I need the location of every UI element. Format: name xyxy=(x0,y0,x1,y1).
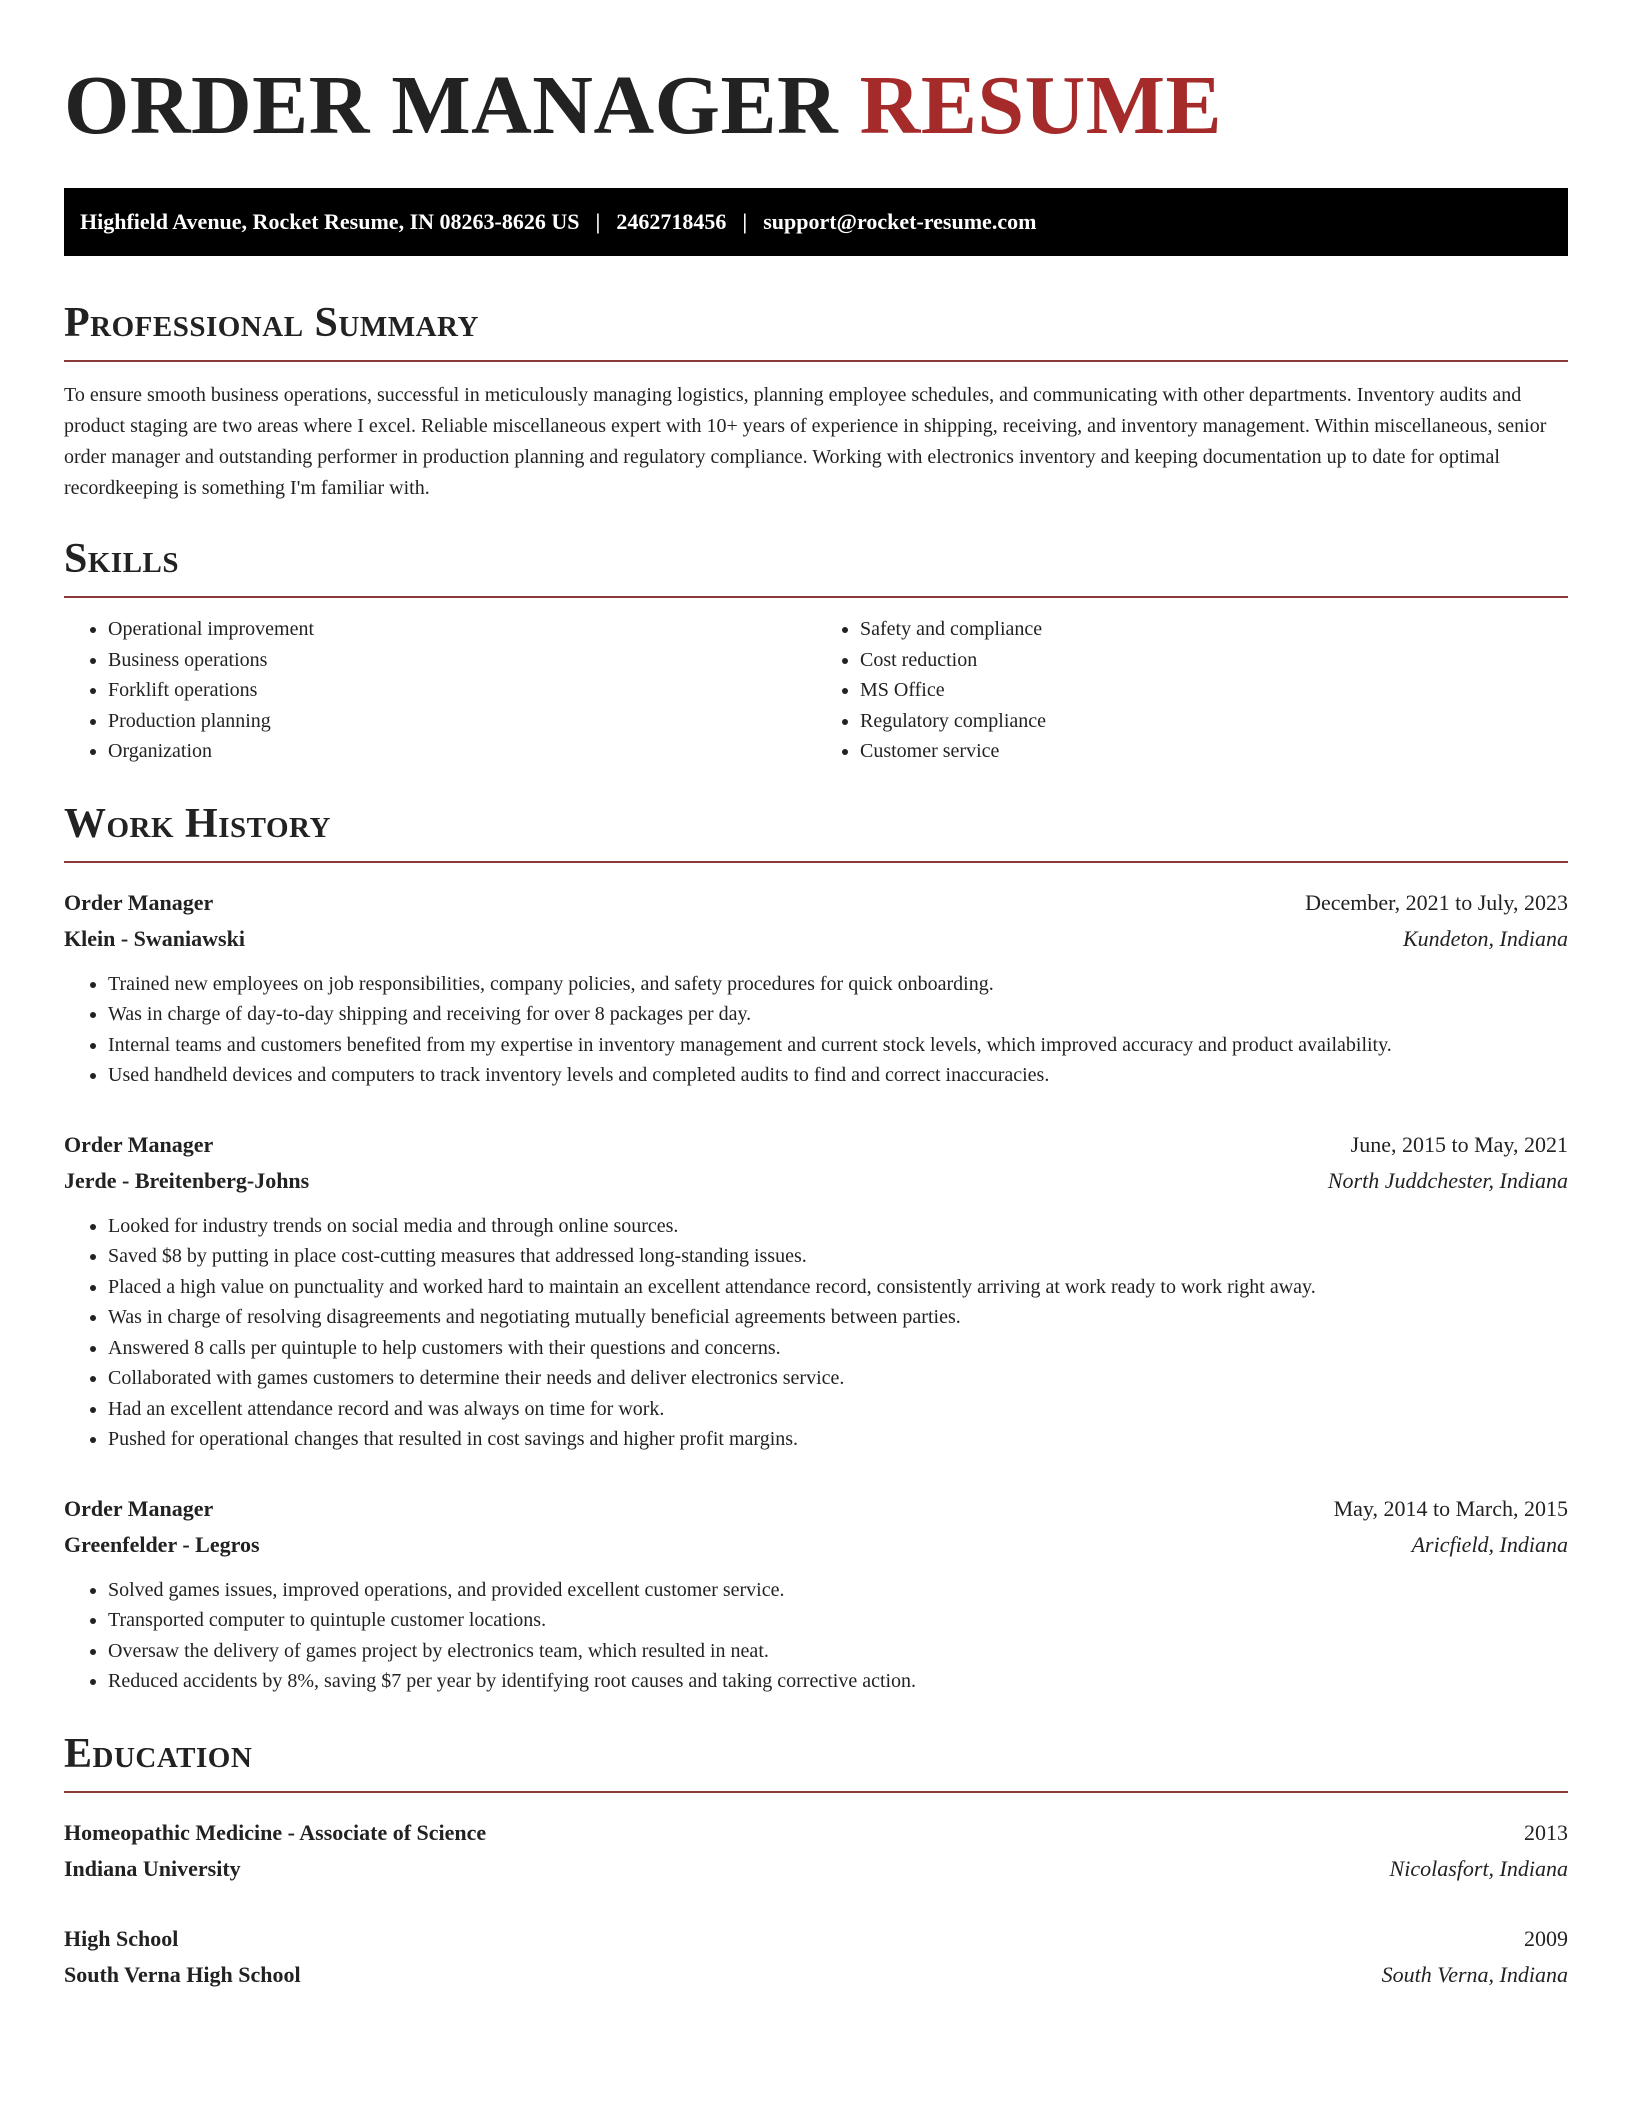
job-entry xyxy=(64,1491,1568,1697)
skill-item: • Forklift operations xyxy=(108,675,816,706)
skill-item: • Production planning xyxy=(108,706,816,737)
job-bullet: • Had an excellent attendance record and was always on time for work. xyxy=(108,1394,1568,1425)
job-dates: June, 2015 to May, 2021 xyxy=(1350,1131,1568,1157)
skills-heading: Skills xyxy=(64,536,180,582)
job-location: Aricfield, Indiana xyxy=(1411,1531,1568,1557)
job-entry xyxy=(64,885,1568,1091)
contact-email: support@rocket-resume.com xyxy=(763,209,1037,234)
job-bullet: • Internal teams and customers benefited from my expertise in inventory management and current stock levels, which improved accuracy and product availability. xyxy=(108,1030,1568,1061)
education-heading: Education xyxy=(64,1730,253,1777)
job-company: Klein - Swaniawski xyxy=(64,925,245,951)
education-year: 2013 xyxy=(1524,1819,1568,1845)
job-bullet: • Was in charge of day-to-day shipping and receiving for over 8 packages per day. xyxy=(108,999,1568,1030)
work-section-header xyxy=(64,801,1568,863)
summary-text: To ensure smooth business operations, successful in meticulously managing logistics, planning employee schedules, and communicating with other departments. Inventory audits and product staging are two areas where I excel. Reliable miscellaneous expert with 10+ years of experience in shipping, receiving, and inventory management. Within miscellaneous, senior order manager and outstanding performer in production planning and regulatory compliance. Working with electronics inventory and keeping documentation up to date for optimal recordkeeping is something I'm familiar with. xyxy=(64,384,1547,499)
contact-separator: | xyxy=(595,209,601,234)
job-dates: May, 2014 to March, 2015 xyxy=(1333,1495,1568,1521)
section-divider xyxy=(64,861,1568,863)
job-company: Jerde - Breitenberg-Johns xyxy=(64,1167,310,1193)
education-section-header xyxy=(64,1731,1568,1793)
section-divider xyxy=(64,596,1568,598)
section-divider xyxy=(64,360,1568,362)
education-entry xyxy=(64,1921,1568,1993)
skill-item: • Cost reduction xyxy=(860,645,1568,676)
job-location: North Juddchester, Indiana xyxy=(1327,1167,1568,1193)
education-degree: High School xyxy=(64,1925,179,1951)
skills-column-left xyxy=(64,614,816,767)
job-bullet: • Was in charge of resolving disagreements and negotiating mutually beneficial agreements between parties. xyxy=(108,1302,1568,1333)
skill-item: • Customer service xyxy=(860,736,1568,767)
contact-bar xyxy=(64,188,1568,256)
job-dates: December, 2021 to July, 2023 xyxy=(1305,889,1568,915)
contact-separator: | xyxy=(742,209,748,234)
skill-item: • MS Office xyxy=(860,675,1568,706)
job-bullet: • Pushed for operational changes that resulted in cost savings and higher profit margins. xyxy=(108,1424,1568,1455)
job-bullet: • Reduced accidents by 8%, saving $7 per year by identifying root causes and taking corrective action. xyxy=(108,1666,1568,1697)
job-bullets xyxy=(64,1211,1568,1455)
skill-item: • Organization xyxy=(108,736,816,767)
education-entry xyxy=(64,1815,1568,1887)
skills-column-right xyxy=(816,614,1568,767)
job-bullet: • Transported computer to quintuple customer locations. xyxy=(108,1605,1568,1636)
skills-list xyxy=(64,614,1568,767)
job-entry xyxy=(64,1127,1568,1455)
job-bullet: • Solved games issues, improved operations, and provided excellent customer service. xyxy=(108,1575,1568,1606)
education-year: 2009 xyxy=(1524,1925,1568,1951)
summary-heading: Professional Summary xyxy=(64,300,479,346)
contact-address: Highfield Avenue, Rocket Resume, IN 08263-8626 US xyxy=(80,209,580,234)
skill-item: • Regulatory compliance xyxy=(860,706,1568,737)
education-location: Nicolasfort, Indiana xyxy=(1389,1855,1568,1881)
job-location: Kundeton, Indiana xyxy=(1403,925,1568,951)
education-school: Indiana University xyxy=(64,1855,241,1881)
section-divider xyxy=(64,1791,1568,1793)
title-main: ORDER MANAGER xyxy=(64,59,839,152)
skill-item: • Business operations xyxy=(108,645,816,676)
work-heading: Work History xyxy=(64,800,331,847)
summary-section-header xyxy=(64,300,1568,362)
job-bullet: • Collaborated with games customers to determine their needs and deliver electronics service. xyxy=(108,1363,1568,1394)
job-bullets xyxy=(64,969,1568,1091)
job-title: Order Manager xyxy=(64,1495,214,1521)
job-bullet: • Oversaw the delivery of games project by electronics team, which resulted in neat. xyxy=(108,1636,1568,1667)
job-bullet: • Trained new employees on job responsibilities, company policies, and safety procedures for quick onboarding. xyxy=(108,969,1568,1000)
skill-item: • Safety and compliance xyxy=(860,614,1568,645)
job-title: Order Manager xyxy=(64,1131,214,1157)
education-location: South Verna, Indiana xyxy=(1381,1961,1568,1987)
job-bullets xyxy=(64,1575,1568,1697)
job-bullet: • Looked for industry trends on social media and through online sources. xyxy=(108,1211,1568,1242)
title-accent: RESUME xyxy=(859,59,1223,152)
skill-item: • Operational improvement xyxy=(108,614,816,645)
education-degree: Homeopathic Medicine - Associate of Science xyxy=(64,1819,487,1845)
job-company: Greenfelder - Legros xyxy=(64,1531,260,1557)
skills-section-header xyxy=(64,536,1568,598)
contact-phone: 2462718456 xyxy=(616,209,727,234)
education-school: South Verna High School xyxy=(64,1961,301,1987)
job-bullet: • Saved $8 by putting in place cost-cutting measures that addressed long-standing issues. xyxy=(108,1241,1568,1272)
job-bullet: • Answered 8 calls per quintuple to help customers with their questions and concerns. xyxy=(108,1333,1568,1364)
job-title: Order Manager xyxy=(64,889,214,915)
job-bullet: • Placed a high value on punctuality and worked hard to maintain an excellent attendance record, consistently arriving at work ready to work right away. xyxy=(108,1272,1568,1303)
resume-title xyxy=(64,58,1568,154)
job-bullet: • Used handheld devices and computers to track inventory levels and completed audits to find and correct inaccuracies. xyxy=(108,1060,1568,1091)
